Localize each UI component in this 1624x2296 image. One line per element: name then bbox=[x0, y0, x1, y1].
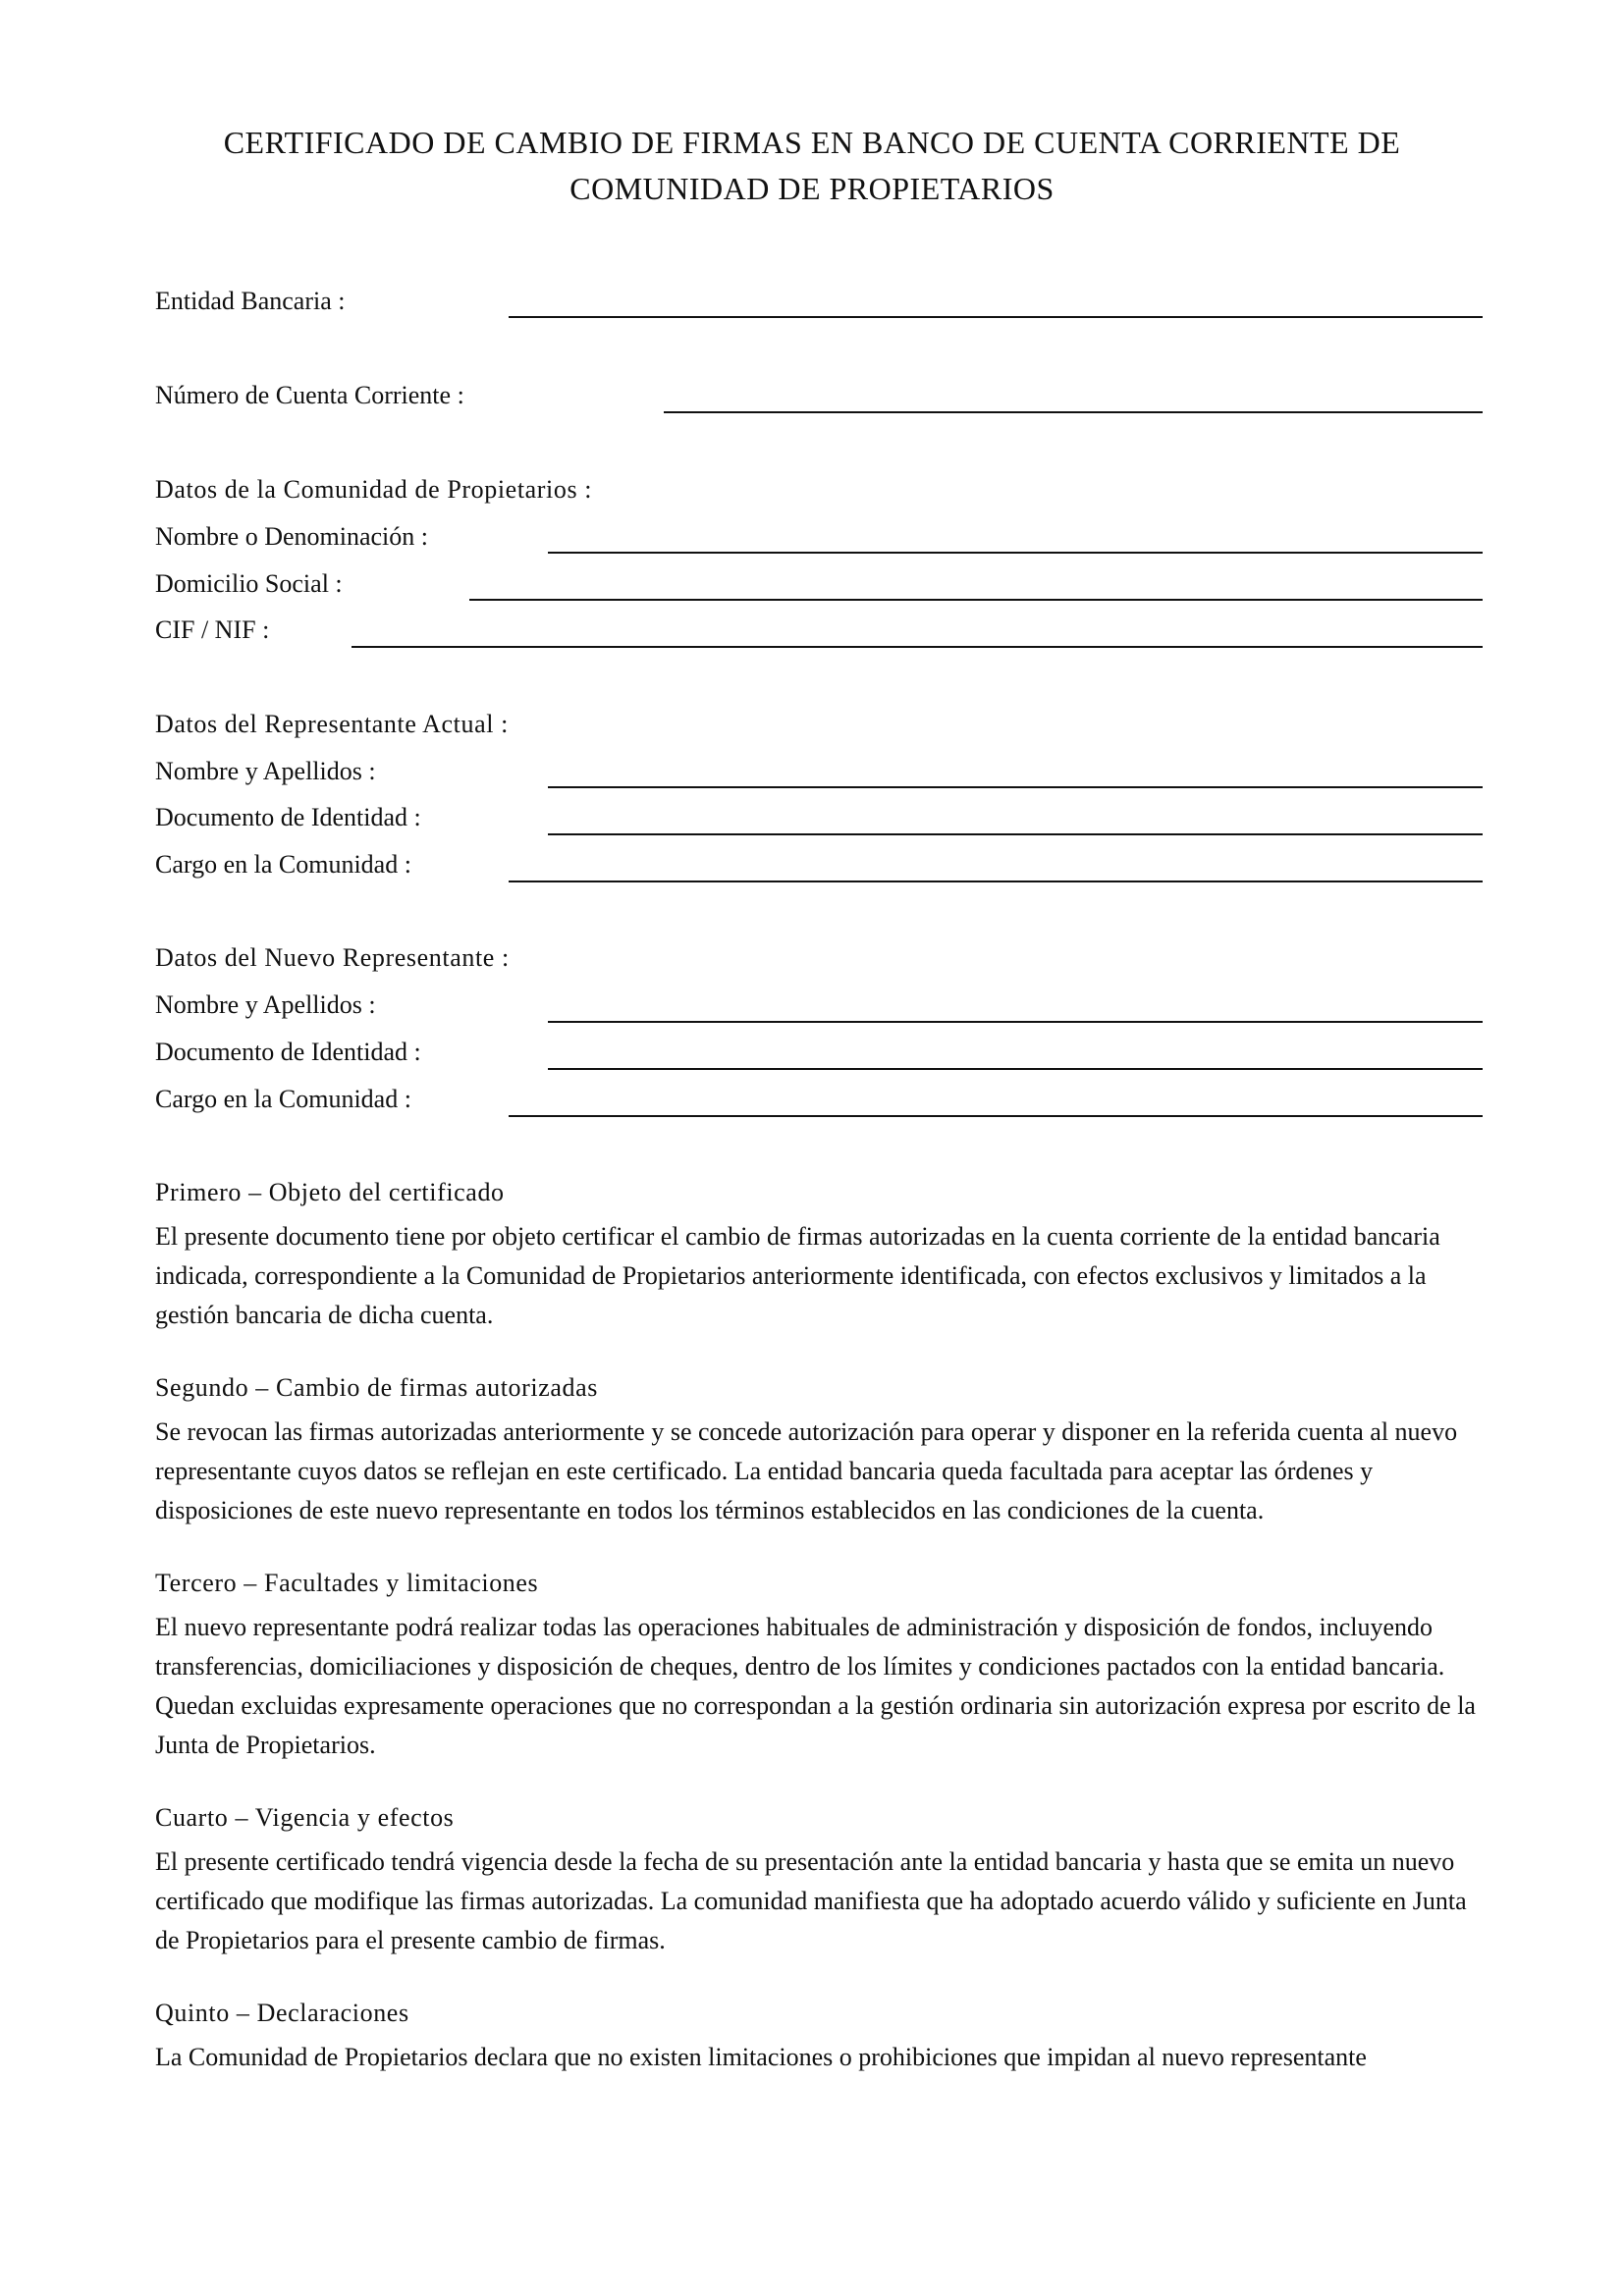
nuevo-nombre-field[interactable] bbox=[548, 1021, 1483, 1023]
nuevo-section-header: Datos del Nuevo Representante : bbox=[155, 943, 510, 972]
comunidad-nombre-field[interactable] bbox=[548, 552, 1483, 554]
actual-cargo-label: Cargo en la Comunidad : bbox=[155, 850, 411, 879]
clause-cuarto-heading: Cuarto – Vigencia y efectos bbox=[155, 1803, 455, 1832]
entidad-label: Entidad Bancaria : bbox=[155, 287, 346, 315]
actual-section-header: Datos del Representante Actual : bbox=[155, 710, 509, 738]
cuenta-field[interactable] bbox=[664, 411, 1483, 413]
nuevo-documento-label: Documento de Identidad : bbox=[155, 1038, 421, 1066]
nuevo-cargo-field[interactable] bbox=[509, 1115, 1483, 1117]
title-line-2: COMUNIDAD DE PROPIETARIOS bbox=[569, 171, 1055, 206]
actual-nombre-label: Nombre y Apellidos : bbox=[155, 757, 376, 785]
clause-cuarto-text: El presente certificado tendrá vigencia desde la fecha de su presentación ante la entidad bancaria y hasta que se emita un nuevo certificado que modifique las firmas autorizadas. La comunidad manifiesta que ha adoptado acuerdo válido y suficiente en Junta de Propietarios para el presente cambio de firmas. bbox=[155, 1847, 1467, 1954]
nuevo-documento-field[interactable] bbox=[548, 1068, 1483, 1070]
actual-documento-field[interactable] bbox=[548, 833, 1483, 835]
clause-quinto-heading: Quinto – Declaraciones bbox=[155, 1999, 409, 2027]
cif-field[interactable] bbox=[352, 646, 1483, 648]
domicilio-label: Domicilio Social : bbox=[155, 569, 343, 598]
clause-segundo-text: Se revocan las firmas autorizadas anteriormente y se concede autorización para operar y disponer en la referida cuenta al nuevo representante cuyos datos se reflejan en este certificado. La entidad bancaria queda facultada para aceptar las órdenes y disposiciones de este nuevo representante en todos los términos establecidos en las condiciones de la cuenta. bbox=[155, 1417, 1458, 1524]
comunidad-section-header: Datos de la Comunidad de Propietarios : bbox=[155, 475, 593, 504]
cif-label: CIF / NIF : bbox=[155, 615, 270, 644]
clause-primero-heading: Primero – Objeto del certificado bbox=[155, 1178, 505, 1206]
clause-primero-text: El presente documento tiene por objeto certificar el cambio de firmas autorizadas en la cuenta corriente de la entidad bancaria indicada, correspondiente a la Comunidad de Propietarios anteriormente identificada, con efectos exclusivos y limitados a la gestión bancaria de dicha cuenta. bbox=[155, 1222, 1440, 1329]
actual-nombre-field[interactable] bbox=[548, 786, 1483, 788]
clause-segundo-heading: Segundo – Cambio de firmas autorizadas bbox=[155, 1373, 598, 1402]
comunidad-nombre-label: Nombre o Denominación : bbox=[155, 522, 428, 551]
actual-documento-label: Documento de Identidad : bbox=[155, 803, 421, 831]
nuevo-cargo-label: Cargo en la Comunidad : bbox=[155, 1085, 411, 1113]
clause-tercero-text: El nuevo representante podrá realizar todas las operaciones habituales de administración y disposición de fondos, incluyendo transferencias, domiciliaciones y disposición de cheques, dentro de los límites y condiciones pactados con la entidad bancaria. Quedan excluidas expresamente operaciones que no correspondan a la gestión ordinaria sin autorización expresa por escrito de la Junta de Propietarios. bbox=[155, 1613, 1476, 1759]
clause-quinto-text: La Comunidad de Propietarios declara que no existen limitaciones o prohibiciones que impidan al nuevo representante bbox=[155, 2043, 1367, 2071]
entidad-field[interactable] bbox=[509, 316, 1483, 318]
actual-cargo-field[interactable] bbox=[509, 881, 1483, 882]
cuenta-label: Número de Cuenta Corriente : bbox=[155, 381, 464, 409]
nuevo-nombre-label: Nombre y Apellidos : bbox=[155, 990, 376, 1019]
document-title bbox=[118, 120, 1506, 212]
title-line-1: CERTIFICADO DE CAMBIO DE FIRMAS EN BANCO DE CUENTA CORRIENTE DE bbox=[223, 125, 1401, 160]
domicilio-field[interactable] bbox=[469, 599, 1483, 601]
clause-tercero-heading: Tercero – Facultades y limitaciones bbox=[155, 1569, 539, 1597]
